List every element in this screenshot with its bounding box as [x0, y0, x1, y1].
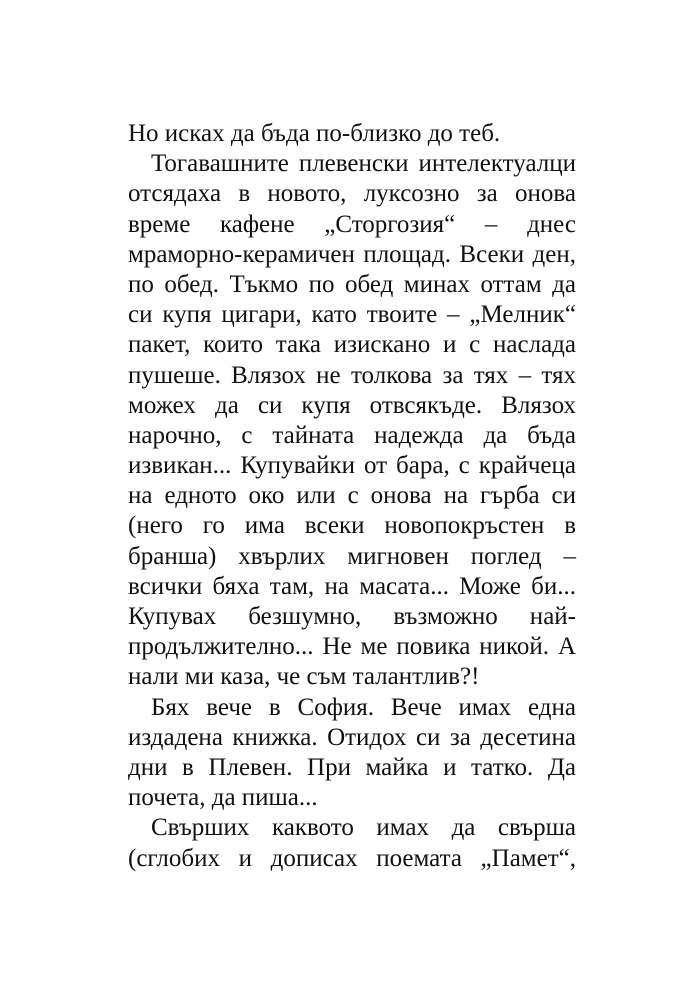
text-line: отсядаха в новото, луксозно за онова	[128, 180, 576, 208]
text-line: (сглобих и дописах поемата „Памет“,	[128, 844, 576, 872]
text-line: на едното око или с онова на гърба си	[128, 482, 576, 510]
text-line: пакет, които така изискано и с наслада	[128, 331, 576, 359]
text-line: (него го има всеки новопокръстен в	[128, 512, 576, 540]
text-line: Бях вече в София. Вече имах една	[151, 693, 576, 721]
text-line: дни в Плевен. При майка и татко. Да	[128, 753, 576, 781]
body-text	[128, 119, 576, 874]
text-line: Купувах безшумно, възможно най-	[128, 603, 576, 630]
text-line: Тогавашните плевенски интелектуалци	[151, 150, 576, 178]
text-line: Но исках да бъда по-близко до теб.	[128, 120, 501, 147]
text-line: издадена книжка. Отидох си за десетина	[128, 723, 576, 751]
text-line: нарочно, с тайната надежда да бъда	[128, 421, 576, 449]
text-line: Свърших каквото имах да свърша	[151, 814, 576, 842]
text-line: всички бяха там, на масата... Може би...	[128, 572, 576, 600]
text-line: продължително... Не ме повика никой. А	[128, 633, 576, 661]
text-line: можех да си купя отвсякъде. Влязох	[128, 391, 576, 419]
text-line: време кафене „Сторгозия“ – днес	[128, 210, 576, 238]
text-line: мраморно-керамичен площад. Всеки ден,	[128, 240, 576, 268]
text-line: бранша) хвърлих мигновен поглед –	[128, 542, 576, 570]
text-line: си купя цигари, като твоите – „Мелник“	[128, 301, 576, 329]
text-line: пушеше. Влязох не толкова за тях – тях	[128, 361, 576, 389]
text-line: нали ми каза, че съм талантлив?!	[128, 663, 480, 691]
text-line: извикан... Купувайки от бара, с крайчеца	[128, 452, 576, 480]
text-line: по обед. Тъкмо по обед минах оттам да	[128, 270, 576, 298]
text-line: почета, да пиша...	[128, 784, 318, 812]
